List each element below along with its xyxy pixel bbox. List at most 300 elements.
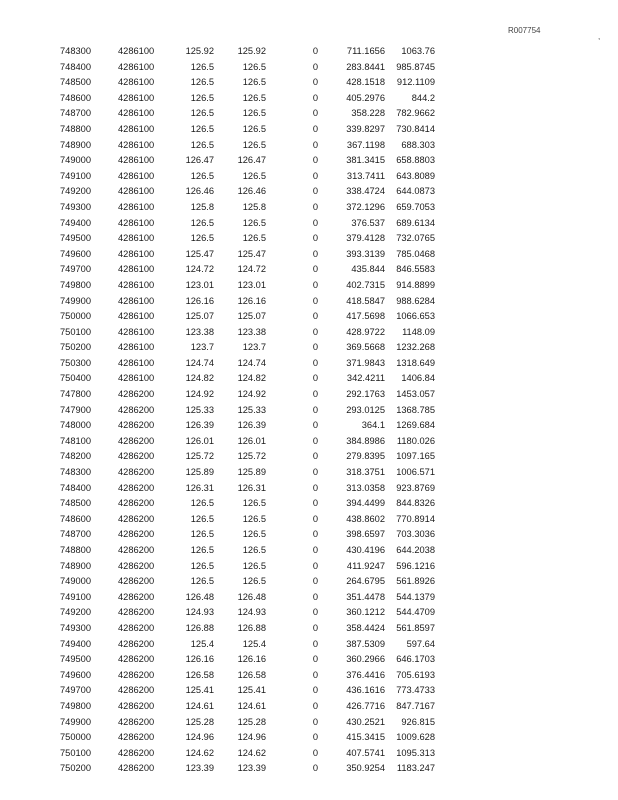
table-row xyxy=(60,231,435,247)
table-cell: 4286100 xyxy=(118,46,155,56)
table-cell: 126.5 xyxy=(242,529,266,540)
table-row xyxy=(60,637,435,653)
table-cell: 313.7411 xyxy=(346,170,385,181)
table-cell: 1232.268 xyxy=(396,342,435,353)
table-cell: 418.5847 xyxy=(346,295,385,306)
table-cell: 0 xyxy=(312,46,318,56)
table-cell: 912.1109 xyxy=(396,77,435,88)
table-row xyxy=(60,294,435,310)
table-cell: 126.5 xyxy=(190,123,214,134)
table-cell: 126.5 xyxy=(190,61,214,72)
table-row xyxy=(60,387,435,403)
table-cell: 749800 xyxy=(60,700,92,711)
table-cell: 126.5 xyxy=(242,217,266,228)
table-cell: 0 xyxy=(312,170,318,181)
table-cell: 4286200 xyxy=(118,482,155,493)
table-cell: 126.5 xyxy=(190,545,214,555)
table-cell: 279.8395 xyxy=(346,451,385,462)
table-cell: 748400 xyxy=(60,482,92,493)
table-cell: 4286200 xyxy=(118,732,155,743)
table-cell: 748900 xyxy=(60,560,92,571)
table-cell: 4286100 xyxy=(118,61,155,72)
table-cell: 126.5 xyxy=(242,139,266,150)
table-cell: 124.92 xyxy=(185,389,214,400)
table-cell: 1097.165 xyxy=(396,451,435,462)
table-row xyxy=(60,371,435,387)
table-cell: 393.3139 xyxy=(346,248,385,259)
table-cell: 426.7716 xyxy=(346,700,385,711)
table-cell: 125.28 xyxy=(237,716,266,727)
table-cell: 1006.571 xyxy=(396,467,435,478)
table-cell: 0 xyxy=(312,560,318,571)
table-cell: 0 xyxy=(312,233,318,244)
table-cell: 342.4211 xyxy=(346,373,385,384)
table-row xyxy=(60,590,435,606)
table-cell: 747900 xyxy=(60,404,92,415)
table-cell: 643.8089 xyxy=(396,170,435,181)
table-cell: 0 xyxy=(312,77,318,88)
table-cell: 1318.649 xyxy=(396,357,435,368)
table-cell: 0 xyxy=(312,685,318,696)
table-cell: 0 xyxy=(312,404,318,415)
table-cell: 381.3415 xyxy=(346,155,385,166)
table-cell: 4286200 xyxy=(118,638,155,649)
table-cell: 124.92 xyxy=(237,389,266,400)
table-cell: 749400 xyxy=(60,638,92,649)
table-cell: 384.8986 xyxy=(346,435,385,446)
table-cell: 376.4416 xyxy=(346,669,385,680)
table-row xyxy=(60,60,435,76)
table-cell: 4286100 xyxy=(118,217,155,228)
table-cell: 703.3036 xyxy=(396,529,435,540)
table-cell: 4286200 xyxy=(118,451,155,462)
table-row xyxy=(60,746,435,762)
table-cell: 360.1212 xyxy=(346,607,385,618)
table-cell: 4286100 xyxy=(118,248,155,259)
table-cell: 126.5 xyxy=(242,77,266,88)
table-cell: 364.1 xyxy=(361,420,385,431)
table-cell: 125.47 xyxy=(237,248,266,259)
table-cell: 124.82 xyxy=(237,373,266,384)
table-row xyxy=(60,309,435,325)
table-cell: 4286200 xyxy=(118,669,155,680)
table-cell: 126.88 xyxy=(185,622,214,633)
table-row xyxy=(60,325,435,341)
table-row xyxy=(60,91,435,107)
table-cell: 123.38 xyxy=(237,326,266,337)
table-cell: 749900 xyxy=(60,295,92,306)
table-cell: 596.1216 xyxy=(396,560,435,571)
table-cell: 4286100 xyxy=(118,123,155,134)
table-cell: 125.92 xyxy=(185,46,214,56)
table-cell: 124.62 xyxy=(237,747,266,758)
table-cell: 4286200 xyxy=(118,404,155,415)
table-cell: 750100 xyxy=(60,326,92,337)
table-cell: 749200 xyxy=(60,186,92,197)
table-cell: 4286200 xyxy=(118,607,155,618)
table-cell: 125.89 xyxy=(237,467,266,478)
table-cell: 748600 xyxy=(60,513,92,524)
table-cell: 748300 xyxy=(60,46,92,56)
table-cell: 124.61 xyxy=(237,700,266,711)
table-cell: 1095.313 xyxy=(396,747,435,758)
table-cell: 4286100 xyxy=(118,170,155,181)
table-cell: 125.89 xyxy=(185,467,214,478)
table-cell: 4286100 xyxy=(118,233,155,244)
table-cell: 126.31 xyxy=(237,482,266,493)
table-cell: 748100 xyxy=(60,435,92,446)
table-cell: 124.96 xyxy=(237,732,266,743)
table-row xyxy=(60,340,435,356)
table-cell: 126.5 xyxy=(242,233,266,244)
table-cell: 0 xyxy=(312,467,318,478)
table-cell: 126.01 xyxy=(185,435,214,446)
table-cell: 988.6284 xyxy=(396,295,435,306)
table-cell: 125.4 xyxy=(190,638,214,649)
table-cell: 430.2521 xyxy=(346,716,385,727)
table-cell: 750200 xyxy=(60,763,92,774)
table-cell: 126.46 xyxy=(185,186,214,197)
table-cell: 126.5 xyxy=(190,77,214,88)
table-cell: 0 xyxy=(312,638,318,649)
table-cell: 748700 xyxy=(60,529,92,540)
table-cell: 0 xyxy=(312,139,318,150)
table-cell: 4286100 xyxy=(118,295,155,306)
table-cell: 126.5 xyxy=(190,529,214,540)
table-row xyxy=(60,730,435,746)
table-cell: 750100 xyxy=(60,747,92,758)
table-cell: 0 xyxy=(312,92,318,103)
table-cell: 0 xyxy=(312,498,318,509)
table-cell: 4286200 xyxy=(118,420,155,431)
table-cell: 750300 xyxy=(60,357,92,368)
table-cell: 126.5 xyxy=(190,513,214,524)
table-cell: 125.07 xyxy=(185,311,214,322)
table-cell: 748800 xyxy=(60,123,92,134)
table-cell: 748000 xyxy=(60,420,92,431)
table-row xyxy=(60,247,435,263)
table-cell: 126.5 xyxy=(242,170,266,181)
table-cell: 126.01 xyxy=(237,435,266,446)
table-cell: 749600 xyxy=(60,248,92,259)
table-cell: 4286100 xyxy=(118,77,155,88)
table-cell: 371.9843 xyxy=(346,357,385,368)
table-cell: 126.39 xyxy=(237,420,266,431)
table-row xyxy=(60,481,435,497)
table-cell: 124.72 xyxy=(237,264,266,275)
table-cell: 125.8 xyxy=(242,201,266,212)
table-cell: 844.2 xyxy=(411,92,435,103)
table-cell: 126.16 xyxy=(237,295,266,306)
table-cell: 732.0765 xyxy=(396,233,435,244)
table-cell: 749500 xyxy=(60,654,92,665)
table-cell: 358.4424 xyxy=(346,622,385,633)
table-cell: 0 xyxy=(312,700,318,711)
table-cell: 750400 xyxy=(60,373,92,384)
table-cell: 0 xyxy=(312,545,318,555)
table-cell: 264.6795 xyxy=(346,576,385,587)
table-cell: 4286100 xyxy=(118,201,155,212)
table-cell: 0 xyxy=(312,576,318,587)
table-cell: 123.7 xyxy=(190,342,214,353)
table-cell: 438.8602 xyxy=(346,513,385,524)
table-cell: 749000 xyxy=(60,576,92,587)
table-row xyxy=(60,75,435,91)
table-row xyxy=(60,434,435,450)
table-cell: 126.5 xyxy=(242,61,266,72)
table-cell: 782.9662 xyxy=(396,108,435,119)
table-cell: 749600 xyxy=(60,669,92,680)
table-row xyxy=(60,605,435,621)
table-cell: 126.5 xyxy=(190,139,214,150)
table-cell: 126.5 xyxy=(190,576,214,587)
table-cell: 985.8745 xyxy=(396,61,435,72)
table-cell: 914.8899 xyxy=(396,279,435,290)
table-cell: 4286200 xyxy=(118,467,155,478)
table-cell: 125.33 xyxy=(185,404,214,415)
table-cell: 750000 xyxy=(60,311,92,322)
table-row xyxy=(60,621,435,637)
table-cell: 126.16 xyxy=(185,295,214,306)
table-cell: 428.9722 xyxy=(346,326,385,337)
table-cell: 125.47 xyxy=(185,248,214,259)
table-cell: 0 xyxy=(312,669,318,680)
table-cell: 126.5 xyxy=(190,92,214,103)
table-cell: 123.01 xyxy=(237,279,266,290)
table-cell: 292.1763 xyxy=(346,389,385,400)
table-row xyxy=(60,403,435,419)
table-cell: 126.47 xyxy=(185,155,214,166)
table-cell: 4286100 xyxy=(118,326,155,337)
table-row xyxy=(60,169,435,185)
bates-number: R007754 xyxy=(508,26,541,35)
table-cell: 4286200 xyxy=(118,498,155,509)
table-cell: 126.5 xyxy=(242,498,266,509)
table-cell: 748900 xyxy=(60,139,92,150)
table-cell: 748300 xyxy=(60,467,92,478)
table-cell: 125.92 xyxy=(237,46,266,56)
table-cell: 544.1379 xyxy=(396,591,435,602)
table-cell: 428.1518 xyxy=(346,77,385,88)
table-cell: 847.7167 xyxy=(396,700,435,711)
table-cell: 544.4709 xyxy=(396,607,435,618)
table-cell: 0 xyxy=(312,123,318,134)
table-cell: 749900 xyxy=(60,716,92,727)
table-cell: 4286100 xyxy=(118,155,155,166)
table-cell: 4286200 xyxy=(118,747,155,758)
table-cell: 126.5 xyxy=(190,560,214,571)
table-cell: 748500 xyxy=(60,498,92,509)
table-cell: 0 xyxy=(312,529,318,540)
table-cell: 124.61 xyxy=(185,700,214,711)
table-cell: 4286100 xyxy=(118,357,155,368)
table-row xyxy=(60,356,435,372)
table-cell: 126.5 xyxy=(242,108,266,119)
table-row xyxy=(60,122,435,138)
table-cell: 770.8914 xyxy=(396,513,435,524)
table-cell: 407.5741 xyxy=(346,747,385,758)
table-cell: 124.93 xyxy=(185,607,214,618)
table-cell: 646.1703 xyxy=(396,654,435,665)
table-cell: 1009.628 xyxy=(396,732,435,743)
table-cell: 4286200 xyxy=(118,654,155,665)
table-cell: 846.5583 xyxy=(396,264,435,275)
table-cell: 124.74 xyxy=(237,357,266,368)
table-cell: 4286200 xyxy=(118,435,155,446)
table-cell: 659.7053 xyxy=(396,201,435,212)
table-row xyxy=(60,184,435,200)
data-table-body xyxy=(60,44,435,777)
table-cell: 748400 xyxy=(60,61,92,72)
table-cell: 0 xyxy=(312,482,318,493)
table-cell: 411.9247 xyxy=(346,560,385,571)
table-cell: 126.58 xyxy=(185,669,214,680)
table-cell: 749700 xyxy=(60,685,92,696)
table-cell: 1148.09 xyxy=(402,326,435,337)
table-cell: 126.16 xyxy=(237,654,266,665)
table-cell: 748500 xyxy=(60,77,92,88)
table-cell: 402.7315 xyxy=(346,279,385,290)
table-cell: 0 xyxy=(312,763,318,774)
table-cell: 126.88 xyxy=(237,622,266,633)
table-cell: 1063.76 xyxy=(401,46,435,56)
table-row xyxy=(60,418,435,434)
table-cell: 926.815 xyxy=(401,716,435,727)
table-row xyxy=(60,496,435,512)
table-cell: 4286200 xyxy=(118,685,155,696)
table-cell: 0 xyxy=(312,420,318,431)
table-cell: 0 xyxy=(312,716,318,727)
table-cell: 125.72 xyxy=(237,451,266,462)
table-cell: 1368.785 xyxy=(396,404,435,415)
table-cell: 4286100 xyxy=(118,279,155,290)
table-cell: 644.2038 xyxy=(396,545,435,555)
table-cell: 0 xyxy=(312,279,318,290)
table-cell: 126.47 xyxy=(237,155,266,166)
table-cell: 749100 xyxy=(60,591,92,602)
table-cell: 750200 xyxy=(60,342,92,353)
table-cell: 125.8 xyxy=(190,201,214,212)
table-cell: 379.4128 xyxy=(346,233,385,244)
table-row xyxy=(60,761,435,777)
table-cell: 749200 xyxy=(60,607,92,618)
table-cell: 747800 xyxy=(60,389,92,400)
table-cell: 749100 xyxy=(60,170,92,181)
table-cell: 749000 xyxy=(60,155,92,166)
table-cell: 1406.84 xyxy=(401,373,435,384)
table-cell: 0 xyxy=(312,201,318,212)
table-cell: 369.5668 xyxy=(346,342,385,353)
table-cell: 1269.684 xyxy=(396,420,435,431)
table-cell: 351.4478 xyxy=(346,591,385,602)
table-cell: 126.5 xyxy=(190,233,214,244)
table-cell: 123.39 xyxy=(237,763,266,774)
table-cell: 749800 xyxy=(60,279,92,290)
table-cell: 0 xyxy=(312,155,318,166)
table-cell: 124.74 xyxy=(185,357,214,368)
table-row xyxy=(60,543,435,559)
table-cell: 125.33 xyxy=(237,404,266,415)
table-cell: 126.58 xyxy=(237,669,266,680)
margin-mark: , xyxy=(598,32,601,41)
table-cell: 4286100 xyxy=(118,139,155,150)
table-cell: 0 xyxy=(312,607,318,618)
table-cell: 417.5698 xyxy=(346,311,385,322)
table-cell: 4286100 xyxy=(118,108,155,119)
table-cell: 561.8926 xyxy=(396,576,435,587)
table-cell: 4286200 xyxy=(118,576,155,587)
table-cell: 0 xyxy=(312,186,318,197)
table-cell: 124.62 xyxy=(185,747,214,758)
table-cell: 405.2976 xyxy=(346,92,385,103)
table-row xyxy=(60,449,435,465)
table-cell: 125.28 xyxy=(185,716,214,727)
table-cell: 4286200 xyxy=(118,529,155,540)
table-row xyxy=(60,153,435,169)
table-cell: 372.1296 xyxy=(346,201,385,212)
table-cell: 126.46 xyxy=(237,186,266,197)
table-cell: 4286200 xyxy=(118,591,155,602)
table-cell: 4286200 xyxy=(118,763,155,774)
table-cell: 126.5 xyxy=(242,513,266,524)
table-cell: 124.72 xyxy=(185,264,214,275)
table-cell: 748800 xyxy=(60,545,92,555)
table-cell: 4286100 xyxy=(118,373,155,384)
table-cell: 0 xyxy=(312,747,318,758)
table-cell: 0 xyxy=(312,389,318,400)
table-cell: 126.48 xyxy=(237,591,266,602)
table-cell: 126.5 xyxy=(242,576,266,587)
table-cell: 123.01 xyxy=(185,279,214,290)
table-cell: 0 xyxy=(312,326,318,337)
table-cell: 0 xyxy=(312,342,318,353)
table-cell: 785.0468 xyxy=(396,248,435,259)
table-cell: 0 xyxy=(312,295,318,306)
table-cell: 394.4499 xyxy=(346,498,385,509)
table-cell: 0 xyxy=(312,591,318,602)
table-cell: 126.5 xyxy=(190,498,214,509)
table-row xyxy=(60,652,435,668)
table-cell: 283.8441 xyxy=(346,61,385,72)
table-cell: 658.8803 xyxy=(396,155,435,166)
table-cell: 749500 xyxy=(60,233,92,244)
table-cell: 126.5 xyxy=(190,217,214,228)
table-cell: 358.228 xyxy=(351,108,385,119)
table-row xyxy=(60,278,435,294)
table-cell: 1453.057 xyxy=(396,389,435,400)
table-cell: 644.0873 xyxy=(396,186,435,197)
table-cell: 436.1616 xyxy=(346,685,385,696)
table-cell: 748200 xyxy=(60,451,92,462)
table-cell: 0 xyxy=(312,248,318,259)
table-cell: 0 xyxy=(312,622,318,633)
table-cell: 748700 xyxy=(60,108,92,119)
table-cell: 705.6193 xyxy=(396,669,435,680)
table-cell: 689.6134 xyxy=(396,217,435,228)
table-cell: 748600 xyxy=(60,92,92,103)
table-cell: 749300 xyxy=(60,201,92,212)
table-cell: 0 xyxy=(312,513,318,524)
table-cell: 4286100 xyxy=(118,92,155,103)
table-row xyxy=(60,715,435,731)
table-cell: 749400 xyxy=(60,217,92,228)
table-cell: 398.6597 xyxy=(346,529,385,540)
table-cell: 4286200 xyxy=(118,560,155,571)
table-cell: 688.303 xyxy=(401,139,435,150)
table-row xyxy=(60,527,435,543)
table-row xyxy=(60,216,435,232)
table-row xyxy=(60,668,435,684)
